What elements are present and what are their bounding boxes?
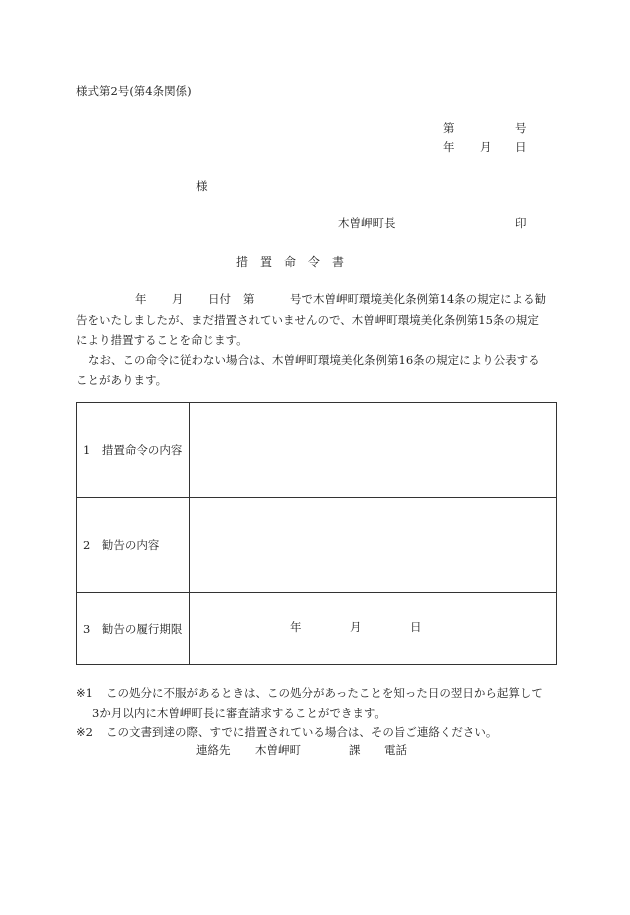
contact-label: 連絡先 <box>196 743 231 757</box>
doc-number-suffix: 号 <box>515 121 527 135</box>
body-month: 月 <box>172 292 184 306</box>
row1-label: 1 措置命令の内容 <box>77 403 190 498</box>
body-line4: なお、この命令に従わない場合は、木曽岬町環境美化条例第16条の規定により公表する <box>88 353 540 367</box>
table-row <box>77 403 557 498</box>
deadline-month: 月 <box>350 620 362 634</box>
row1-value <box>190 403 557 498</box>
table-row <box>77 498 557 593</box>
document-title: 措 置 命 令 書 <box>236 255 345 269</box>
date-year: 年 <box>443 140 455 154</box>
body-dai: 第 <box>243 292 255 306</box>
body-line5: ことがあります。 <box>76 373 168 387</box>
deadline-day: 日 <box>410 620 422 634</box>
note2-line1: この文書到達の際、すでに措置されている場合は、その旨ご連絡ください。 <box>106 725 498 739</box>
contact-phone: 電話 <box>384 743 407 757</box>
note1-mark: ※1 <box>76 686 93 700</box>
note1-line2: 3か月以内に木曽岬町長に審査請求することができます。 <box>92 706 386 720</box>
doc-number-prefix: 第 <box>443 121 455 135</box>
addressee-suffix: 様 <box>196 179 208 193</box>
note2-mark: ※2 <box>76 725 93 739</box>
note1-line1: この処分に不服があるときは、この処分があったことを知った日の翌日から起算して <box>106 686 543 700</box>
issuer-name: 木曽岬町長 <box>338 216 396 230</box>
contact-section: 課 <box>349 743 361 757</box>
row2-label: 2 勧告の内容 <box>77 498 190 593</box>
form-label: 様式第2号(第4条関係) <box>76 84 192 98</box>
row3-label: 3 勧告の履行期限 <box>77 593 190 665</box>
body-line1-text: 号で木曽岬町環境美化条例第14条の規定による勧 <box>290 292 547 306</box>
table-row <box>77 593 557 665</box>
contact-town: 木曽岬町 <box>255 743 301 757</box>
body-line2: 告をいたしましたが、まだ措置されていませんので、木曽岬町環境美化条例第15条の規定 <box>76 313 539 327</box>
date-month: 月 <box>480 140 492 154</box>
body-year: 年 <box>135 292 147 306</box>
date-day: 日 <box>515 140 527 154</box>
deadline-year: 年 <box>290 620 302 634</box>
measures-table <box>76 402 557 665</box>
row2-value <box>190 498 557 593</box>
row3-value <box>190 593 557 665</box>
body-line3: により措置することを命じます。 <box>76 333 248 347</box>
seal-mark: 印 <box>515 216 527 230</box>
body-day-ref: 日付 <box>208 292 231 306</box>
